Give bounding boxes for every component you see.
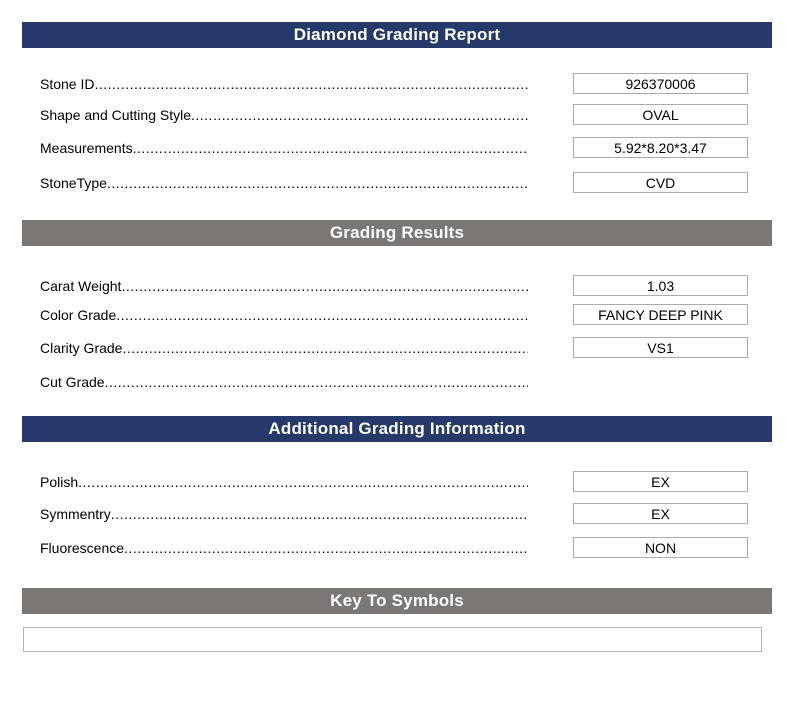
field-row-symmentry [40, 503, 748, 525]
field-label-line [40, 107, 528, 123]
field-value: NON [644, 539, 677, 556]
field-row-measurements [40, 137, 748, 159]
field-row-cut-grade [40, 371, 748, 393]
value-box-stone-id [573, 73, 748, 94]
dot-leader [105, 374, 528, 390]
dot-leader [121, 278, 528, 294]
value-box-polish [573, 471, 748, 492]
field-value: 5.92*8.20*3.47 [614, 139, 707, 156]
dot-leader [133, 140, 528, 156]
field-value: 1.03 [646, 277, 675, 294]
field-value: FANCY DEEP PINK [598, 306, 723, 323]
field-label: Color Grade [40, 307, 117, 323]
field-label-line [40, 540, 528, 556]
field-row-clarity-grade [40, 337, 748, 359]
field-row-carat-weight [40, 275, 748, 297]
value-box-shape [573, 104, 748, 125]
section-header-key-to-symbols [22, 588, 772, 614]
value-box-stone-type [573, 172, 748, 193]
field-row-shape-and-cutting-style [40, 104, 748, 126]
field-row-stone-type [40, 172, 748, 194]
field-label: Cut Grade [40, 374, 105, 390]
field-label-line [40, 278, 528, 294]
dot-leader [107, 175, 528, 191]
field-label: Polish [40, 474, 79, 490]
dot-leader [122, 340, 528, 356]
field-value: 926370006 [625, 75, 696, 92]
field-value: EX [651, 473, 670, 490]
field-value: CVD [645, 174, 676, 191]
field-label: Clarity Grade [40, 340, 123, 356]
field-label-line [40, 307, 528, 323]
field-row-polish [40, 471, 748, 493]
field-label: Carat Weight [40, 278, 122, 294]
field-row-color-grade [40, 304, 748, 326]
section-title: Additional Grading Information [268, 419, 526, 438]
section-header-grading-results [22, 220, 772, 246]
field-label-line [40, 175, 528, 191]
section-title: Diamond Grading Report [293, 25, 501, 44]
value-box-color-grade [573, 304, 748, 325]
field-label-line [40, 506, 528, 522]
dot-leader [111, 506, 528, 522]
section-title: Grading Results [329, 223, 465, 242]
value-box-carat-weight [573, 275, 748, 296]
field-value: EX [651, 505, 670, 522]
dot-leader [78, 474, 528, 490]
field-label: StoneType [40, 175, 107, 191]
field-label-line [40, 374, 528, 390]
field-label: Measurements [40, 140, 133, 156]
dot-leader [191, 107, 528, 123]
dot-leader [124, 540, 528, 556]
field-label: Shape and Cutting Style [40, 107, 191, 123]
section-header-additional-grading-information [22, 416, 772, 442]
section-title: Key To Symbols [330, 591, 464, 610]
section-header-diamond-grading-report [22, 22, 772, 48]
field-label: Fluorescence [40, 540, 125, 556]
value-box-clarity-grade [573, 337, 748, 358]
key-to-symbols-box [23, 627, 762, 652]
value-box-fluorescence [573, 537, 748, 558]
field-label: Symmentry [40, 506, 111, 522]
value-box-symmentry [573, 503, 748, 524]
field-label-line [40, 140, 528, 156]
field-label-line [40, 340, 528, 356]
field-label-line [40, 474, 528, 490]
field-value: OVAL [642, 106, 679, 123]
field-row-stone-id [40, 73, 748, 95]
field-value: VS1 [647, 339, 674, 356]
field-row-fluorescence [40, 537, 748, 559]
field-label-line [40, 76, 528, 92]
value-box-measurements [573, 137, 748, 158]
dot-leader [94, 76, 528, 92]
field-label: Stone ID [40, 76, 95, 92]
dot-leader [116, 307, 528, 323]
